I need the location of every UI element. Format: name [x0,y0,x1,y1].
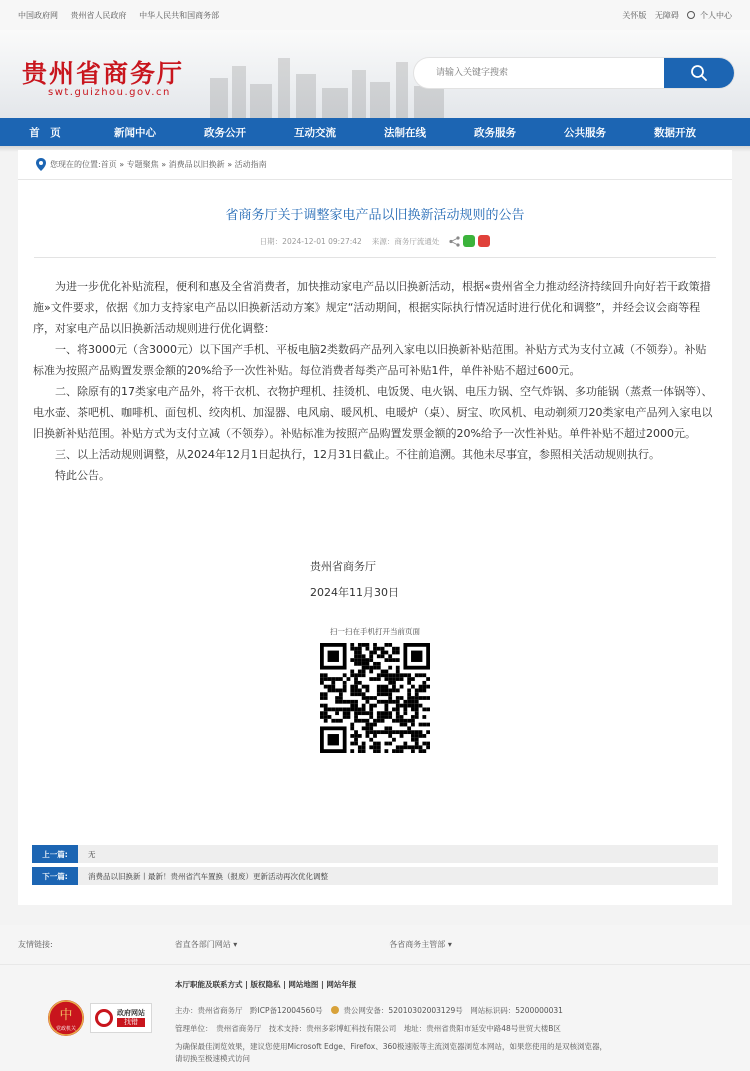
police-badge-icon [331,1006,339,1014]
article-paragraph: 一、将3000元（含3000元）以下国产手机、平板电脑2类数码产品列入家电以旧换新补贴范围。补贴方式为支付立减（不领券）。补贴标准为按照产品购置发票金额的20%给予一次性补贴。每位消费者每类产品可补贴1件，单件补贴不超过600元。 [33,343,707,377]
footer-manage: 管理单位： 贵州省商务厅 技术支持：贵州多彩博虹科技有限公司 地址：贵州省贵阳市延安中路48号世贸大楼B区 [175,1024,561,1033]
external-links [18,10,229,21]
site-footer [0,925,750,1071]
article-date: 日期：2024-12-01 09:27:42 [259,236,362,246]
error-report-icon [95,1009,113,1027]
article-signature [310,554,732,606]
dept-sites-select[interactable] [175,939,238,950]
top-utility-bar [0,0,750,30]
qr-code [320,643,430,753]
nav-home[interactable]: 首 页 [29,126,61,139]
footer-notice-1: 为确保最佳浏览效果，建议您使用Microsoft Edge、Firefox、360极速版等主流浏览器浏览本网站，如果您使用的是双核浏览器， [175,1042,608,1051]
share-icon[interactable] [449,236,460,247]
police-record[interactable]: 贵公网安备：52010302003129号 网站标识码：5200000031 [343,1006,563,1015]
user-icon [687,11,695,19]
main-nav [0,118,750,146]
party-gov-emblem [48,1000,84,1036]
badge2-title: 政府网站 [117,1009,145,1017]
footer-notice-2: 请切换至极速模式访问 [175,1054,250,1063]
search-box [414,58,734,88]
badge1-caption: 党政机关 [55,1026,77,1032]
link-mofcom[interactable]: 中华人民共和国商务部 [139,10,220,20]
footer-links[interactable]: 本厅职能及联系方式 | 版权隐私 | 网站地图 | 网站年报 [175,980,357,989]
sign-date: 2024年11月30日 [310,586,399,599]
site-logo-url: swt.guizhou.gov.cn [48,87,171,98]
chevron-down-icon: ▾ [447,940,452,949]
party-gov-badge[interactable] [48,1000,84,1036]
signer-name: 贵州省商务厅 [310,560,376,573]
breadcrumb [18,150,732,180]
link-central-gov[interactable]: 中国政府网 [18,10,58,20]
nav-open-data[interactable]: 数据开放 [654,126,696,139]
article-source: 来源：商务厅流通处 [371,236,440,246]
chevron-down-icon: ▾ [233,940,238,949]
prev-link: 无 [88,849,96,859]
breadcrumb-path[interactable]: 您现在的位置:首页 » 专题聚焦 » 消费品以旧换新 » 活动指南 [50,160,267,169]
personal-center-link[interactable]: 个人中心 [700,10,732,20]
article-paragraph: 为进一步优化补贴流程，便利和惠及全省消费者，加快推动家电产品以旧换新活动，根据«贵州省全力推动经济持续回升向好若干政策措施»文件要求，依据《加力支持家电产品以旧换新活动方案》规定“活动期间，根据实际执行情况适时进行优化和调整”，并经会议会商等程序，对家电产品以旧换新活动规则进行优化调整： [33,280,711,335]
utility-links [616,10,732,21]
nav-legal[interactable]: 法制在线 [384,126,426,139]
site-header [0,30,750,118]
badge2-sub: 找错 [117,1018,145,1027]
friend-links-label: 友情链接: [18,940,53,949]
share-group [449,235,490,247]
location-pin-icon [36,158,46,171]
article-container [18,150,732,905]
prev-article [32,845,718,863]
nav-news[interactable]: 新闻中心 [114,126,156,139]
article-paragraph: 三、以上活动规则调整，从2024年12月1日起执行，12月31日截止。不往前追溯。其他未尽事宜，参照相关活动规则执行。 [55,448,660,461]
article-title: 省商务厅关于调整家电产品以旧换新活动规则的公告 [225,208,525,223]
friend-links [0,925,750,965]
dept-sites-value: 省直各部门网站 [174,940,231,949]
search-button[interactable] [664,58,734,88]
weibo-share-icon[interactable] [478,235,490,247]
province-sites-value: 各省商务主管部 [389,940,446,949]
accessibility-link[interactable]: 无障碍 [654,10,679,20]
nav-interaction[interactable]: 互动交流 [294,126,336,139]
article-meta [18,235,732,247]
search-input[interactable] [414,58,664,88]
nav-gov-service[interactable]: 政务服务 [474,126,516,139]
footer-host [175,1005,563,1016]
article-paragraph: 二、除原有的17类家电产品外，将干衣机、衣物护理机、挂烫机、电饭煲、电火锅、电压力锅、空气炸锅、多功能锅（蒸煮一体锅等）、电水壶、茶吧机、咖啡机、面包机、绞肉机、加湿器、电风扇、暖风机、电暖炉（桌）、厨宝、吹风机、电动剃须刀20类家电产品列入家电以旧换新补贴范围。补贴方式为支付立减（不领券）。补贴标准为按照产品购置发票金额的20%给予一次性补贴。单件补贴不超过2000元。 [33,385,713,440]
link-guizhou-gov[interactable]: 贵州省人民政府 [70,10,127,20]
site-logo-title[interactable]: 贵州省商务厅 [22,59,185,88]
wechat-share-icon[interactable] [463,235,475,247]
care-mode-link[interactable]: 关怀版 [622,10,647,20]
article-paragraph: 特此公告。 [55,469,110,482]
host-info: 主办：贵州省商务厅 黔ICP备12004560号 [175,1006,323,1015]
article-body [18,276,732,486]
next-link[interactable]: 消费品以旧换新丨最新！贵州省汽车置换（报废）更新活动再次优化调整 [88,871,328,881]
title-divider [34,257,716,258]
nav-public-service[interactable]: 公共服务 [564,126,606,139]
gov-site-error-badge[interactable] [90,1003,152,1033]
next-tag: 下一篇: [32,867,78,885]
nav-gov-info[interactable]: 政务公开 [204,126,246,139]
search-icon [690,64,708,82]
province-sites-select[interactable] [389,939,452,950]
qr-label: 扫一扫在手机打开当前页面 [330,627,420,636]
next-article [32,867,718,885]
svg-text:中: 中 [59,1008,73,1023]
prev-tag: 上一篇: [32,845,78,863]
